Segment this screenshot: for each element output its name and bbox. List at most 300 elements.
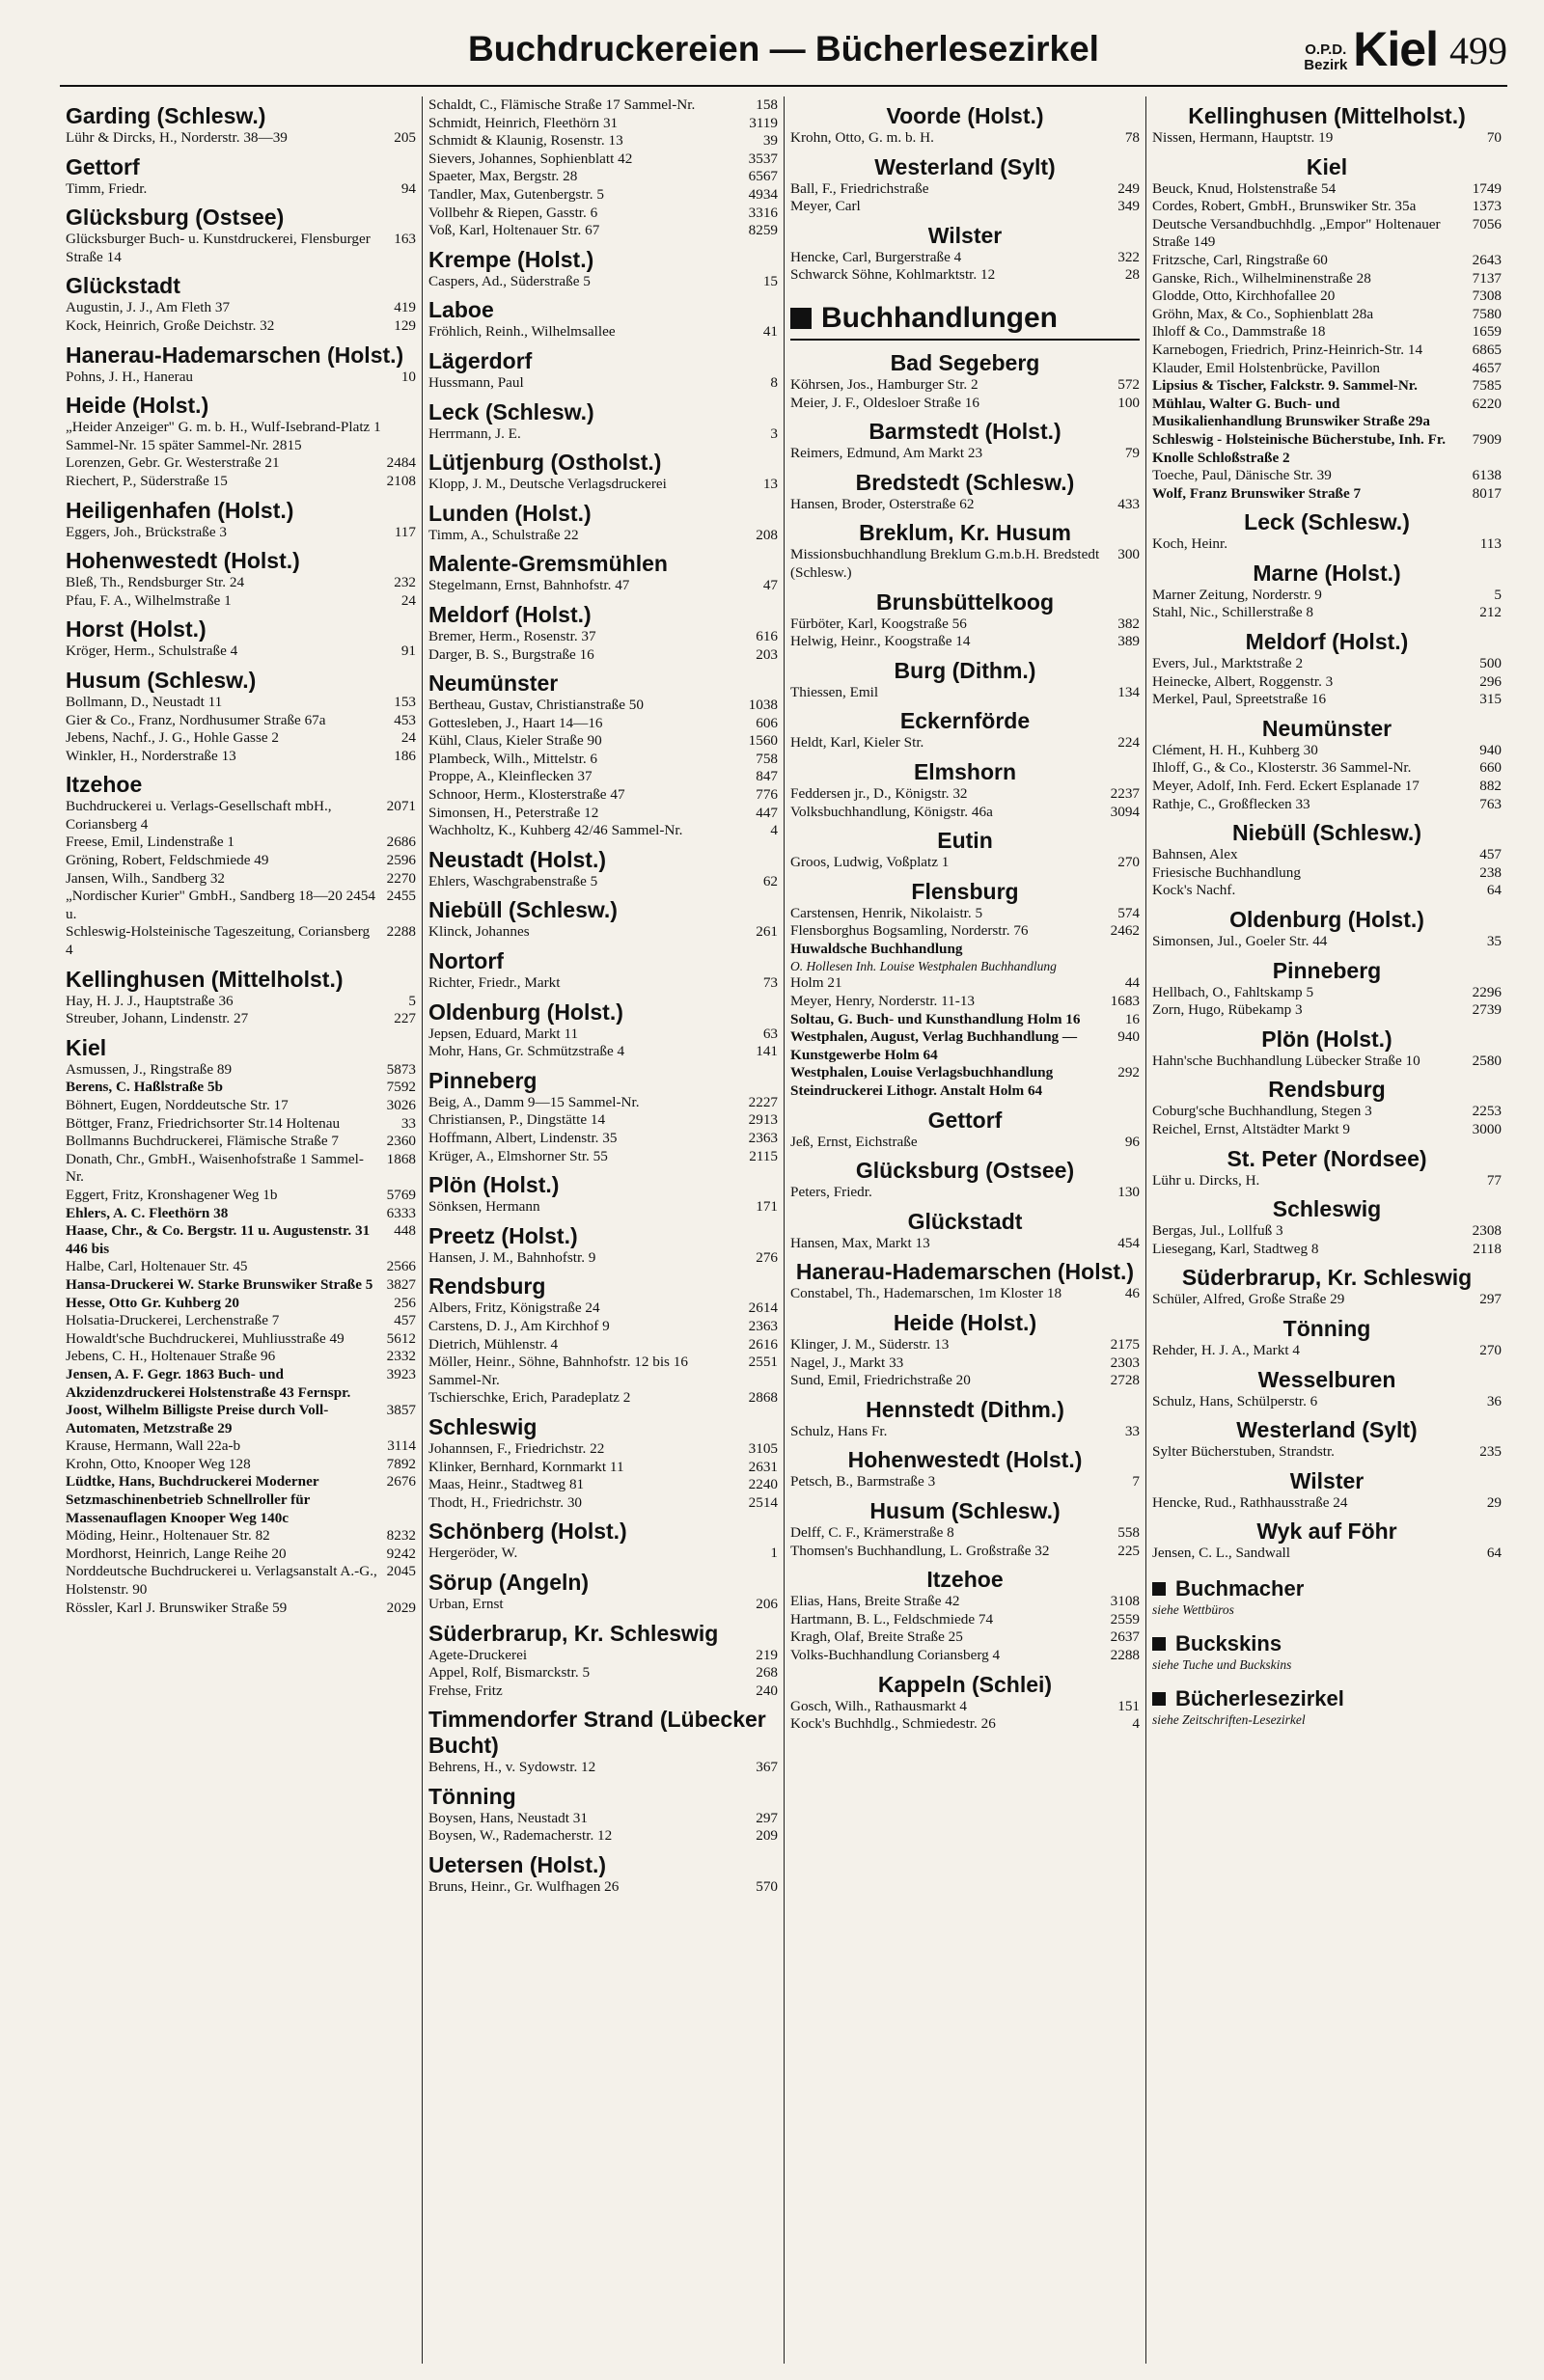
directory-entry — [790, 633, 1140, 651]
place-heading: Süderbrarup, Kr. Schleswig — [1181, 1265, 1473, 1291]
entry-phone-number: 2631 — [748, 1458, 778, 1475]
entry-text: Sievers, Johannes, Sophienblatt 42 — [428, 150, 633, 167]
directory-entry — [428, 1810, 778, 1828]
place-heading: Schleswig — [1272, 1196, 1382, 1222]
directory-entry — [790, 1354, 1140, 1373]
entry-phone-number: 2332 — [386, 1348, 416, 1365]
place-heading: Hohenwestedt (Holst.) — [847, 1447, 1083, 1473]
entry-text: Schnoor, Herm., Klosterstraße 47 — [428, 786, 625, 804]
entry-phone-number: 1560 — [748, 732, 778, 750]
entry-phone-number: 6333 — [386, 1204, 416, 1221]
directory-entry — [428, 1545, 778, 1563]
entry-phone-number: 2686 — [386, 834, 416, 851]
directory-entry — [1152, 1103, 1502, 1121]
entry-text: Delff, C. F., Krämerstraße 8 — [790, 1523, 954, 1541]
entry-phone-number: 2913 — [748, 1111, 778, 1129]
entry-phone-number: 2270 — [386, 869, 416, 887]
entry-text: Hahn'sche Buchhandlung Lübecker Straße 10 — [1152, 1052, 1420, 1069]
directory-entry — [428, 1336, 778, 1354]
directory-entry — [428, 822, 778, 840]
entry-phone-number: 3108 — [1110, 1593, 1140, 1610]
directory-entry — [1152, 587, 1502, 605]
entry-text: Stahl, Nic., Schillerstraße 8 — [1152, 604, 1314, 621]
entry-phone-number: 171 — [756, 1198, 778, 1216]
directory-entry — [428, 1299, 778, 1318]
entry-phone-number: 2363 — [748, 1317, 778, 1334]
entry-text: Schulz, Hans Fr. — [790, 1422, 888, 1439]
directory-entry — [66, 317, 416, 336]
entry-phone-number: 2462 — [1110, 922, 1140, 940]
directory-entry — [1152, 1291, 1502, 1309]
directory-entry — [1152, 1222, 1502, 1241]
directory-entry — [428, 1198, 778, 1217]
entry-text: Norddeutsche Buchdruckerei u. Verlagsanstalt A.-G., Holstenstr. 90 — [66, 1563, 377, 1599]
entry-phone-number: 2296 — [1472, 983, 1502, 1000]
entry-text: Westphalen, August, Verlag Buchhandlung — Kunstgewerbe Holm 64 — [790, 1028, 1078, 1063]
directory-entry — [428, 1111, 778, 1130]
entry-phone-number: 5 — [1494, 586, 1502, 603]
directory-entry — [428, 873, 778, 891]
entry-phone-number: 457 — [1479, 846, 1502, 863]
directory-entry — [428, 1130, 778, 1148]
entry-phone-number: 224 — [1117, 734, 1140, 752]
directory-entry — [790, 1336, 1140, 1354]
place-heading: Kappeln (Schlei) — [877, 1671, 1053, 1697]
entry-phone-number: 882 — [1479, 778, 1502, 795]
entry-text: Liesegang, Karl, Stadtweg 8 — [1152, 1240, 1319, 1257]
entry-text: Gier & Co., Franz, Nordhusumer Straße 67a — [66, 711, 326, 728]
entry-text: Jansen, Wilh., Sandberg 32 — [66, 869, 226, 887]
entry-phone-number: 268 — [756, 1664, 778, 1682]
entry-phone-number: 113 — [1479, 535, 1502, 553]
entry-phone-number: 389 — [1117, 633, 1140, 650]
directory-entry — [66, 1151, 416, 1187]
entry-text: Constabel, Th., Hademarschen, 1m Kloster 18 — [790, 1285, 1062, 1302]
entry-text: Hoffmann, Albert, Lindenstr. 35 — [428, 1130, 618, 1146]
place-heading: Pinneberg — [1272, 957, 1382, 983]
entry-phone-number: 7 — [1132, 1473, 1140, 1491]
entry-phone-number: 2596 — [386, 852, 416, 869]
entry-phone-number: 1868 — [386, 1150, 416, 1167]
entry-text: Simonsen, H., Peterstraße 12 — [428, 804, 599, 821]
directory-entry — [790, 1593, 1140, 1611]
directory-entry — [66, 870, 416, 889]
entry-phone-number: 238 — [1479, 863, 1502, 881]
directory-entry — [1152, 864, 1502, 883]
directory-entry — [66, 888, 416, 923]
entry-phone-number: 847 — [756, 768, 778, 785]
directory-entry — [428, 168, 778, 186]
entry-phone-number: 79 — [1124, 445, 1140, 462]
entry-text: Cordes, Robert, GmbH., Brunswiker Str. 35a — [1152, 198, 1417, 215]
directory-entry — [66, 454, 416, 473]
entry-text: Fürböter, Karl, Koogstraße 56 — [790, 615, 967, 632]
directory-entry — [1152, 691, 1502, 709]
entry-phone-number: 249 — [1117, 179, 1140, 197]
entry-text: Meyer, Carl — [790, 198, 861, 215]
entry-text: Eggert, Fritz, Kronshagener Weg 1b — [66, 1186, 278, 1203]
place-heading: Schleswig — [428, 1413, 538, 1439]
entry-phone-number: 3857 — [386, 1402, 416, 1419]
entry-text: Missionsbuchhandlung Breklum G.m.b.H. Bredstedt (Schlesw.) — [790, 546, 1100, 581]
entry-phone-number: 8 — [770, 373, 778, 391]
entry-phone-number: 2108 — [386, 472, 416, 489]
entry-phone-number: 2175 — [1110, 1336, 1140, 1353]
directory-entry — [790, 1064, 1140, 1100]
directory-entry — [428, 1148, 778, 1166]
directory-entry — [428, 1682, 778, 1701]
directory-entry — [66, 1061, 416, 1080]
directory-entry — [1152, 1053, 1502, 1071]
directory-entry — [428, 751, 778, 769]
entry-text: Schmidt, Heinrich, Fleethörn 31 — [428, 114, 619, 131]
entry-text: Heinecke, Albert, Roggenstr. 3 — [1152, 672, 1334, 690]
section-heading-text: Buchmacher — [1175, 1575, 1305, 1600]
directory-entry — [428, 205, 778, 223]
entry-text: Marner Zeitung, Norderstr. 9 — [1152, 586, 1322, 603]
directory-entry — [66, 1133, 416, 1151]
place-heading: Lütjenburg (Ostholst.) — [428, 450, 662, 476]
entry-text: Sylter Bücherstuben, Strandstr. — [1152, 1443, 1335, 1461]
entry-phone-number: 2728 — [1110, 1372, 1140, 1389]
entry-text: Maas, Heinr., Stadtweg 81 — [428, 1476, 585, 1493]
directory-entry — [1152, 216, 1502, 252]
entry-text: Möller, Heinr., Söhne, Bahnhofstr. 12 bis 16 Sammel-Nr. — [428, 1354, 688, 1388]
place-heading: Nortorf — [428, 948, 504, 974]
directory-entry — [1152, 1494, 1502, 1513]
entry-text: Pohns, J. H., Hanerau — [66, 368, 194, 385]
entry-phone-number: 36 — [1486, 1392, 1502, 1409]
directory-entry — [790, 1134, 1140, 1152]
directory-entry — [1152, 1342, 1502, 1360]
place-heading: Schönberg (Holst.) — [428, 1518, 627, 1545]
directory-entry — [428, 1596, 778, 1614]
directory-entry — [428, 805, 778, 823]
entry-phone-number: 163 — [394, 231, 416, 248]
entry-text: Spaeter, Max, Bergstr. 28 — [428, 168, 578, 185]
entry-phone-number: 7056 — [1472, 215, 1502, 233]
cross-reference: siehe Zeitschriften-Lesezirkel — [1152, 1711, 1306, 1727]
place-heading: Laboe — [428, 297, 494, 323]
entry-phone-number: 117 — [394, 523, 416, 540]
entry-text: Frehse, Fritz — [428, 1682, 503, 1699]
header-rule — [60, 85, 1507, 87]
entry-phone-number: 2029 — [386, 1599, 416, 1616]
entry-text: Flensborghus Bogsamling, Norderstr. 76 — [790, 922, 1029, 940]
entry-text: Tschierschke, Erich, Paradeplatz 2 — [428, 1389, 631, 1407]
directory-entry — [428, 768, 778, 786]
section-heading-text: Buchhandlungen — [821, 301, 1058, 334]
directory-entry — [790, 266, 1140, 285]
entry-phone-number: 270 — [1479, 1341, 1502, 1358]
directory-entry — [66, 1010, 416, 1028]
directory-entry — [428, 374, 778, 393]
directory-entry — [428, 1878, 778, 1897]
place-heading: Sörup (Angeln) — [428, 1569, 590, 1595]
directory-entry — [66, 473, 416, 491]
entry-text: Bleß, Th., Rendsburger Str. 24 — [66, 574, 245, 591]
entry-phone-number: 13 — [762, 476, 778, 493]
entry-phone-number: 297 — [756, 1809, 778, 1826]
place-heading: Neustadt (Holst.) — [428, 846, 606, 872]
directory-entry — [790, 180, 1140, 199]
entry-text: Soltau, G. Buch- und Kunsthandlung Holm 16 — [790, 1010, 1081, 1027]
directory-entry — [790, 993, 1140, 1011]
entry-text: Bergas, Jul., Lollfuß 3 — [1152, 1222, 1283, 1240]
place-heading: Husum (Schlesw.) — [66, 667, 257, 693]
directory-entry — [790, 1543, 1140, 1561]
entry-phone-number: 41 — [762, 323, 778, 341]
place-heading: Wesselburen — [1257, 1366, 1396, 1392]
entry-text: Bertheau, Gustav, Christianstraße 50 — [428, 697, 644, 714]
entry-text: Hansa-Druckerei W. Starke Brunswiker Straße 5 — [66, 1275, 373, 1293]
entry-text: Beig, A., Damm 9—15 Sammel-Nr. — [428, 1093, 640, 1110]
entry-text: Jeß, Ernst, Eichstraße — [790, 1133, 918, 1150]
entry-text: Simonsen, Jul., Goeler Str. 44 — [1152, 933, 1328, 949]
entry-text: Klinker, Bernhard, Kornmarkt 11 — [428, 1458, 624, 1475]
place-heading: Hennstedt (Dithm.) — [866, 1396, 1064, 1422]
directory-entry — [428, 527, 778, 545]
entry-phone-number: 24 — [400, 729, 416, 747]
entry-phone-number: 73 — [762, 974, 778, 992]
entry-phone-number: 8259 — [748, 222, 778, 239]
entry-text: Huwaldsche Buchhandlung — [790, 940, 963, 957]
entry-text: Toeche, Paul, Dänische Str. 39 — [1152, 467, 1332, 484]
entry-text: Plambeck, Wilh., Mittelstr. 6 — [428, 750, 598, 767]
entry-phone-number: 1373 — [1472, 198, 1502, 215]
place-heading: Preetz (Holst.) — [428, 1222, 578, 1248]
entry-phone-number: 2360 — [386, 1133, 416, 1150]
entry-phone-number: 35 — [1486, 933, 1502, 949]
directory-entry — [428, 628, 778, 646]
place-heading: Westerland (Sylt) — [1236, 1417, 1418, 1443]
entry-phone-number: 63 — [762, 1025, 778, 1042]
entry-text: Schüler, Alfred, Große Straße 29 — [1152, 1291, 1345, 1308]
entry-phone-number: 570 — [756, 1878, 778, 1896]
entry-text: Glücksburger Buch- u. Kunstdruckerei, Flensburger Straße 14 — [66, 231, 371, 265]
directory-entry — [66, 1473, 416, 1527]
directory-entry — [1152, 270, 1502, 288]
entry-text: Evers, Jul., Marktstraße 2 — [1152, 655, 1304, 672]
entry-text: Stegelmann, Ernst, Bahnhofstr. 47 — [428, 577, 630, 594]
entry-phone-number: 4 — [770, 822, 778, 839]
place-heading: Gettorf — [66, 153, 140, 179]
entry-text: Gröhn, Max, & Co., Sophienblatt 28a — [1152, 305, 1374, 322]
entry-phone-number: 62 — [762, 872, 778, 889]
entry-text: Kröger, Herm., Schulstraße 4 — [66, 643, 238, 660]
entry-text: Krohn, Otto, Knooper Weg 128 — [66, 1455, 251, 1472]
directory-entry — [66, 180, 416, 199]
entry-phone-number: 5873 — [386, 1060, 416, 1078]
directory-entry — [790, 616, 1140, 634]
section-heading-text: Bücherlesezirkel — [1175, 1685, 1344, 1710]
entry-text: Jepsen, Eduard, Markt 11 — [428, 1025, 579, 1042]
entry-text: Bollmann, D., Neustadt 11 — [66, 693, 223, 710]
entry-text: Coburg'sche Buchhandlung, Stegen 3 — [1152, 1103, 1372, 1120]
entry-text: Bremer, Herm., Rosenstr. 37 — [428, 627, 596, 644]
directory-entry — [428, 697, 778, 715]
directory-entry — [66, 694, 416, 712]
entry-phone-number: 5 — [408, 992, 416, 1009]
place-heading: Husum (Schlesw.) — [869, 1497, 1061, 1523]
column-1 — [60, 96, 422, 2364]
entry-text: Volksbuchhandlung, Königstr. 46a — [790, 803, 993, 820]
entry-phone-number: 3119 — [749, 114, 778, 131]
entry-phone-number: 297 — [1479, 1291, 1502, 1308]
entry-text: Dietrich, Mühlenstr. 4 — [428, 1335, 559, 1353]
entry-phone-number: 7892 — [386, 1455, 416, 1472]
directory-entry — [790, 1372, 1140, 1390]
entry-text: Hansen, Broder, Osterstraße 62 — [790, 495, 975, 512]
entry-phone-number: 296 — [1479, 672, 1502, 690]
place-heading: Horst (Holst.) — [66, 616, 207, 643]
place-heading: Rendsburg — [1268, 1077, 1386, 1103]
entry-text: Groos, Ludwig, Voßplatz 1 — [790, 854, 950, 871]
place-heading: Wilster — [1289, 1467, 1365, 1493]
directory-entry — [66, 1258, 416, 1276]
entry-phone-number: 8232 — [386, 1527, 416, 1545]
entry-phone-number: 1 — [770, 1545, 778, 1562]
entry-text: Holsatia-Druckerei, Lerchenstraße 7 — [66, 1312, 280, 1329]
place-heading: Voorde (Holst.) — [886, 103, 1044, 128]
entry-phone-number: 454 — [1117, 1234, 1140, 1251]
directory-entry — [66, 712, 416, 730]
entry-phone-number: 240 — [756, 1682, 778, 1699]
place-heading: Elmshorn — [913, 758, 1017, 784]
place-heading: Eutin — [937, 828, 993, 854]
entry-text: Thodt, H., Friedrichstr. 30 — [428, 1493, 583, 1511]
entry-text: Glodde, Otto, Kirchhofallee 20 — [1152, 287, 1336, 305]
place-heading: Hanerau-Hademarschen (Holst.) — [66, 342, 404, 368]
directory-entry — [790, 1628, 1140, 1647]
entry-phone-number: 153 — [394, 693, 416, 710]
entry-phone-number: 129 — [394, 316, 416, 334]
entry-phone-number: 382 — [1117, 615, 1140, 632]
entry-text: Hussmann, Paul — [428, 373, 524, 391]
entry-phone-number: 2739 — [1472, 1001, 1502, 1019]
place-heading: Westerland (Sylt) — [874, 153, 1056, 179]
entry-text: Hansen, Max, Markt 13 — [790, 1234, 930, 1251]
entry-phone-number: 3000 — [1472, 1120, 1502, 1137]
directory-entry — [1152, 377, 1502, 396]
directory-entry — [1152, 1393, 1502, 1411]
place-heading: Glückstadt — [66, 273, 180, 299]
entry-phone-number: 134 — [1117, 683, 1140, 700]
entry-text: Klopp, J. M., Deutsche Verlagsdruckerei — [428, 476, 667, 493]
entry-phone-number: 9242 — [386, 1545, 416, 1562]
entry-phone-number: 141 — [756, 1043, 778, 1060]
entry-text: Vollbehr & Riepen, Gasstr. 6 — [428, 204, 598, 221]
entry-phone-number: 24 — [400, 591, 416, 609]
directory-entry — [66, 419, 416, 454]
entry-text: Riechert, P., Süderstraße 15 — [66, 472, 228, 489]
entry-phone-number: 572 — [1117, 375, 1140, 393]
directory-entry — [790, 1235, 1140, 1253]
entry-phone-number: 29 — [1486, 1493, 1502, 1511]
place-heading: Heide (Holst.) — [893, 1310, 1037, 1335]
directory-entry — [428, 974, 778, 993]
entry-phone-number: 419 — [394, 299, 416, 316]
entry-phone-number: 96 — [1124, 1133, 1140, 1150]
directory-entry — [66, 129, 416, 148]
entry-phone-number: 212 — [1479, 604, 1502, 621]
entry-text: Beuck, Knud, Holstenstraße 54 — [1152, 179, 1337, 197]
entry-text: Köhrsen, Jos., Hamburger Str. 2 — [790, 375, 979, 393]
entry-phone-number: 70 — [1486, 129, 1502, 146]
directory-entry — [790, 376, 1140, 395]
entry-text: Meier, J. F., Oldesloer Straße 16 — [790, 394, 979, 411]
entry-text: Jebens, Nachf., J. G., Hohle Gasse 2 — [66, 729, 280, 747]
entry-text: Kühl, Claus, Kieler Straße 90 — [428, 732, 602, 750]
entry-phone-number: 457 — [394, 1312, 416, 1329]
directory-entry — [66, 592, 416, 611]
entry-phone-number: 1659 — [1472, 323, 1502, 341]
entry-text: Fröhlich, Reinh., Wilhelmsallee — [428, 323, 616, 341]
entry-text: Schulz, Hans, Schülperstr. 6 — [1152, 1392, 1318, 1409]
entry-text: Proppe, A., Kleinflecken 37 — [428, 768, 593, 785]
directory-entry — [790, 941, 1140, 959]
place-heading: Lunden (Holst.) — [428, 500, 592, 526]
entry-phone-number: 2514 — [748, 1493, 778, 1511]
directory-entry — [66, 729, 416, 748]
column-2 — [422, 96, 784, 2364]
place-heading: Timmendorfer Strand (Lübecker Bucht) — [428, 1707, 766, 1759]
entry-phone-number: 2363 — [748, 1130, 778, 1146]
entry-text: Hencke, Carl, Burgerstraße 4 — [790, 248, 962, 265]
entry-text: Schleswig - Holsteinische Bücherstube, Inh. Fr. Knolle Schloßstraße 2 — [1152, 430, 1447, 466]
place-heading: Wilster — [927, 222, 1003, 248]
directory-entry — [790, 249, 1140, 267]
entry-text: Meyer, Adolf, Inh. Ferd. Eckert Esplanade 17 — [1152, 778, 1420, 795]
opd-label — [1304, 42, 1347, 73]
entry-phone-number: 227 — [394, 1010, 416, 1027]
directory-entry — [1152, 742, 1502, 760]
directory-entry — [428, 323, 778, 342]
directory-entry — [428, 1094, 778, 1112]
directory-entry — [790, 922, 1140, 941]
entry-text: Möding, Heinr., Holtenauer Str. 82 — [66, 1527, 270, 1545]
entry-phone-number: 6567 — [748, 168, 778, 185]
entry-phone-number: 5769 — [386, 1186, 416, 1203]
entry-text: Gottesleben, J., Haart 14—16 — [428, 714, 603, 731]
entry-text: Johannsen, F., Friedrichstr. 22 — [428, 1439, 605, 1457]
entry-phone-number: 78 — [1124, 129, 1140, 146]
entry-text: Nissen, Hermann, Hauptstr. 19 — [1152, 129, 1334, 146]
entry-text: Appel, Rolf, Bismarckstr. 5 — [428, 1664, 591, 1682]
entry-phone-number: 2118 — [1473, 1240, 1502, 1257]
entry-text: Kock's Nachf. — [1152, 882, 1236, 899]
entry-phone-number: 940 — [1117, 1028, 1140, 1046]
header-right — [1304, 22, 1507, 76]
entry-phone-number: 44 — [1124, 974, 1140, 992]
entry-phone-number: 433 — [1117, 495, 1140, 512]
entry-text: Asmussen, J., Ringstraße 89 — [66, 1060, 233, 1078]
directory-entry — [66, 524, 416, 542]
place-heading: Oldenburg (Holst.) — [1229, 907, 1424, 932]
directory-entry — [790, 854, 1140, 872]
directory-entry — [1152, 467, 1502, 485]
entry-text: Pfau, F. A., Wilhelmstraße 1 — [66, 591, 232, 609]
page-title: Buchdruckereien — Bücherlesezirkel — [468, 29, 1099, 68]
entry-text: Halbe, Carl, Holtenauer Str. 45 — [66, 1258, 248, 1275]
directory-entry — [66, 852, 416, 870]
entry-phone-number: 758 — [756, 750, 778, 767]
entry-text: Ihloff, G., & Co., Klosterstr. 36 Sammel-Nr. — [1152, 759, 1412, 777]
entry-text: Mohr, Hans, Gr. Schmützstraße 4 — [428, 1043, 625, 1060]
entry-phone-number: 7137 — [1472, 269, 1502, 287]
directory-entry — [790, 804, 1140, 822]
entry-phone-number: 15 — [762, 272, 778, 289]
